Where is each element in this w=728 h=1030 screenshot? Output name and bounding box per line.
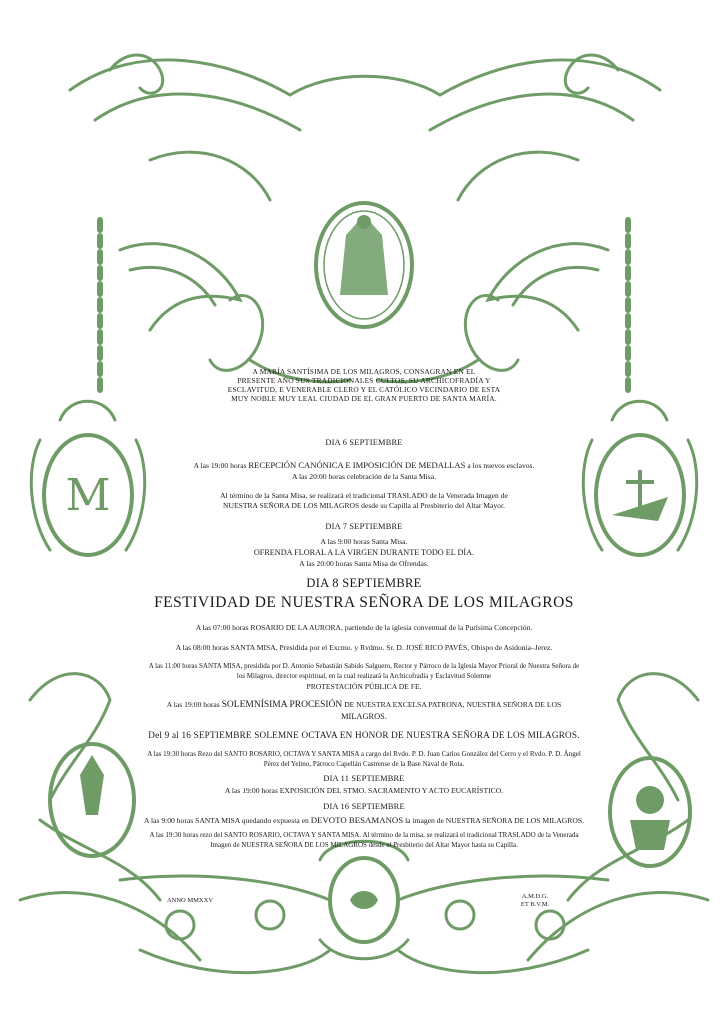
dedication-line: A MARÍA SANTÍSIMA DE LOS MILAGROS, CONSAGRAN EN EL: [252, 367, 476, 376]
day8-line3: A las 11:00 horas SANTA MISA, presidida por D. Antonio Sebastián Sabido Salguero, Rector y Párroco de la Iglesia Mayor Prioral de Nuestra Señora de: [148, 662, 580, 670]
day6-line1-emph: RECEPCIÓN CANÓNICA E IMPOSICIÓN DE MEDALLAS: [248, 460, 466, 470]
day6-line4: NUESTRA SEÑORA DE LOS MILAGROS desde su Capilla al Presbiterio del Altar Mayor.: [222, 501, 505, 510]
dedication-line: ESCLAVITUD, E VENERABLE CLERO Y EL CATÓLICO VECINDARIO DE ESTA: [227, 384, 501, 394]
day6-title: DIA 6 SEPTIEMBRE: [325, 438, 403, 447]
amdg-line1: A.M.D.G.: [521, 893, 549, 900]
day16-line1-emph: DEVOTO BESAMANOS: [310, 815, 404, 825]
day16-line2: A las 19:30 horas rezo del SANTO ROSARIO, OCTAVA Y SANTA MISA. Al término de la misa, se realizará el tradicional TRASLADO de la Venerada: [149, 831, 579, 839]
day6-line3: Al término de la Santa Misa, se realizará el tradicional TRASLADO de la Venerada Imagen de: [220, 491, 508, 500]
day16-title: DIA 16 SEPTIEMBRE: [323, 802, 405, 811]
day8-line1: A las 07:00 horas ROSARIO DE LA AURORA, partiendo de la iglesia conventual de la Purísima Concepción.: [195, 623, 533, 632]
dedication-text: [190, 368, 538, 404]
day7-title: DIA 7 SEPTIEMBRE: [325, 522, 403, 531]
day8-line2: A las 08:00 horas SANTA MISA, Presidida por el Excmo. y Rvdmo. Sr. D. JOSÉ RICO PAVÉS, Obispo de Asidonia–Jerez.: [175, 643, 553, 652]
day6-line2: A las 20:00 horas celebración de la Santa Misa.: [291, 472, 437, 481]
day8-line5: PROTESTACIÓN PÚBLICA DE FE.: [306, 682, 422, 691]
day6-line1: [140, 460, 588, 470]
day8-line7: MILAGROS.: [341, 712, 387, 721]
dedication-line: PRESENTE AÑO SUS TRADICIONALES CULTOS, SU ARCHICOFRADÍA Y: [237, 375, 491, 385]
day7-line3: A las 20:00 horas Santa Misa de Ofrendas.: [299, 559, 429, 568]
day6-line1-pre: A las 19:00 horas: [193, 461, 249, 470]
festivity-title: FESTIVIDAD DE NUESTRA SEÑORA DE LOS MILAGROS: [154, 594, 574, 611]
day8-line6-post: DE NUESTRA EXCELSA PATRONA, NUESTRA SEÑORA DE LOS: [342, 700, 562, 709]
day7-line1: A las 9:00 horas Santa Misa.: [320, 537, 408, 546]
anno-label: ANNO MMXXV: [166, 897, 214, 904]
day16-line3: Imagen de NUESTRA SEÑORA DE LOS MILAGROS desde el Presbiterio del Altar Mayor hasta su Capilla.: [210, 841, 518, 849]
day8-line6-emph: SOLEMNÍSIMA PROCESIÓN: [221, 700, 343, 710]
day6-line1-post: a los nuevos esclavos.: [465, 461, 535, 470]
day8-title: DIA 8 SEPTIEMBRE: [306, 576, 422, 590]
day16-line1: [130, 815, 598, 826]
day11-title: DIA 11 SEPTIEMBRE: [323, 774, 405, 783]
octave-title: Del 9 al 16 SEPTIEMBRE SOLEMNE OCTAVA EN HONOR DE NUESTRA SEÑORA DE LOS MILAGROS.: [148, 730, 580, 740]
day11-line1: A las 19:00 horas EXPOSICIÓN DEL STMO. SACRAMENTO Y ACTO EUCARÍSTICO.: [224, 786, 504, 795]
dedication-line: MUY NOBLE MUY LEAL CIUDAD DE EL GRAN PUERTO DE SANTA MARÍA.: [231, 393, 497, 403]
amdg-line2: ET B.V.M.: [520, 901, 550, 909]
octave-line2: Pérez del Yelmo, Párroco Capellán Castrense de la Base Naval de Rota.: [263, 760, 465, 768]
svg-text:M: M: [65, 470, 111, 521]
day16-line1-post: la imagen de NUESTRA SEÑORA DE LOS MILAGROS.: [403, 816, 584, 825]
octave-line1: A las 19:30 horas Rezo del SANTO ROSARIO, OCTAVA Y SANTA MISA a cargo del Rvdo. P. D. Juan Carlos González del Cerro y el Rvdo. P. D. Ángel: [147, 750, 581, 758]
day8-line6: [120, 700, 608, 711]
day8-line6-pre: A las 19:00 horas: [166, 700, 222, 709]
day7-line2: OFRENDA FLORAL A LA VIRGEN DURANTE TODO EL DÍA.: [253, 548, 475, 557]
amdg-label: [505, 893, 565, 909]
day16-line1-pre: A las 9:00 horas SANTA MISA quedando expuesta en: [144, 816, 311, 825]
day8-line4: los Milagros, director espiritual, en la cual realizará la Archicofradía y Esclavitud Solemne: [236, 672, 492, 680]
